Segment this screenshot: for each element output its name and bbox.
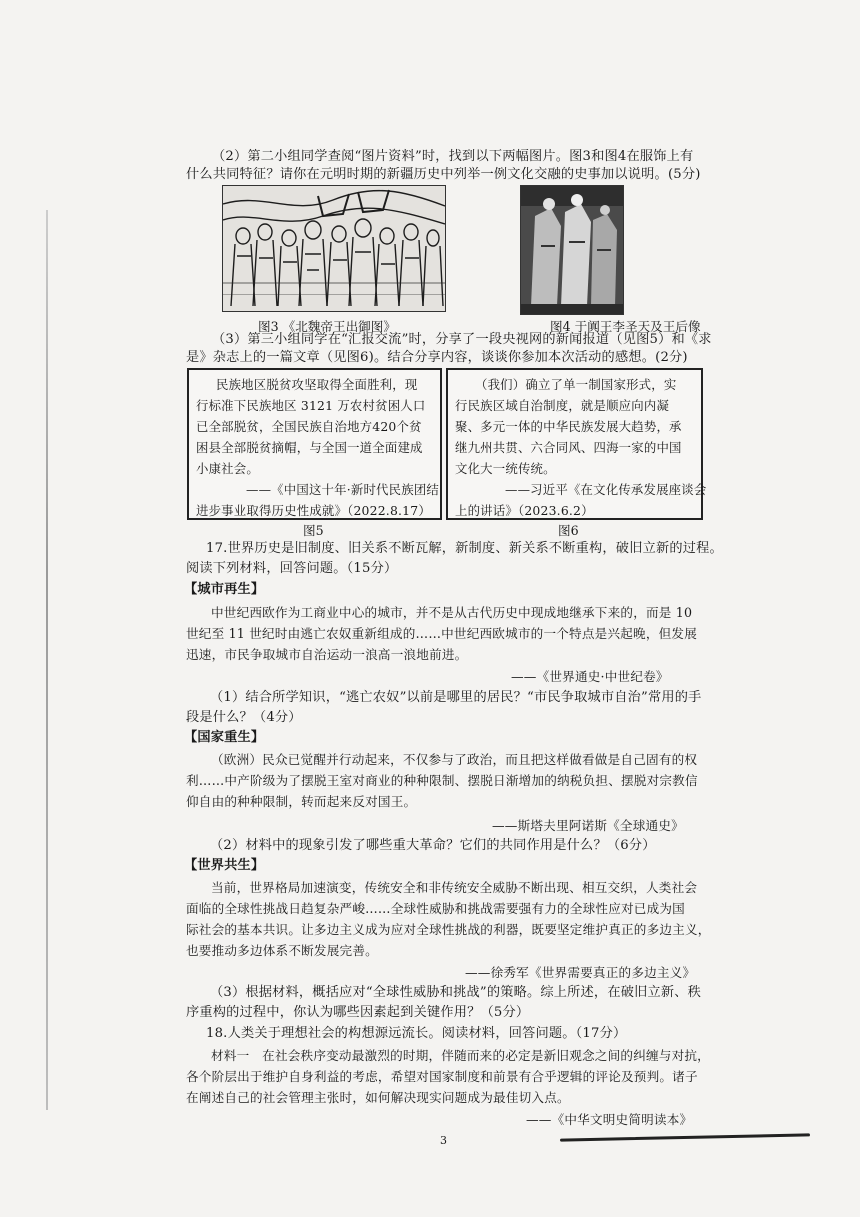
box6-line: 继九州共贯、六合同风、四海一家的中国 xyxy=(455,440,682,455)
scan-ink-stroke xyxy=(560,1133,810,1141)
q17-material2-line: 仰自由的种种限制，转而起来反对国王。 xyxy=(186,794,417,809)
relief-drawing-icon xyxy=(223,186,445,311)
q17-section-title: 【城市再生】 xyxy=(184,582,265,597)
box5-line: 民族地区脱贫攻坚取得全面胜利，现 xyxy=(216,377,418,392)
figure-4-king-queen-mural xyxy=(520,185,624,315)
q17-section-title: 【国家重生】 xyxy=(184,730,265,745)
q17-intro-line1: 17.世界历史是旧制度、旧关系不断瓦解，新制度、新关系不断重构，破旧立新的过程。 xyxy=(206,541,723,556)
box6-line: 聚、多元一体的中华民族发展大趋势，承 xyxy=(455,419,682,434)
material-box-fig6 xyxy=(446,368,707,520)
q17-material2-line: （欧洲）民众已觉醒并行动起来，不仅参与了政治，而且把这样做看做是自己固有的权 xyxy=(211,752,698,767)
figure-4-caption: 图4 于阗王李圣天及王后像 xyxy=(550,319,701,334)
box5-source: ——《中国这十年·新时代民族团结 xyxy=(246,482,439,497)
q17-material2-source: ——斯塔夫里阿诺斯《全球通史》 xyxy=(492,818,684,833)
q16-3-line1: （3）第三小组同学在“汇报交流”时，分享了一段央视网的新闻报道（见图5）和《求 xyxy=(212,332,712,347)
q16-2-line2: 什么共同特征？请你在元明时期的新疆历史中列举一例文化交融的史事加以说明。(5分) xyxy=(186,167,701,182)
q17-q1-line1: （1）结合所学知识，“逃亡农奴”以前是哪里的居民？“市民争取城市自治”常用的手 xyxy=(210,690,702,705)
box5-line: 困县全部脱贫摘帽，与全国一道全面建成 xyxy=(196,440,423,455)
figure-3-caption: 图3 《北魏帝王出御图》 xyxy=(258,319,396,334)
material-box-fig5 xyxy=(187,368,442,520)
q18-material1-line: 材料一 在社会秩序变动最激烈的时期，伴随而来的必定是新旧观念之间的纠缠与对抗， xyxy=(211,1048,710,1063)
q17-material1-line: 世纪至 11 世纪时由逃亡农奴重新组成的……中世纪西欧城市的一个特点是兴起晚，但发展 xyxy=(186,626,697,641)
q17-material2-line: 利……中产阶级为了摆脱王室对商业的种种限制、摆脱日渐增加的纳税负担、摆脱对宗教信 xyxy=(186,773,698,788)
box5-line: 行标准下民族地区 3121 万农村贫困人口 xyxy=(196,398,426,413)
q17-material3-source: ——徐秀军《世界需要真正的多边主义》 xyxy=(465,965,696,980)
q17-q3-line2: 序重构的过程中，你认为哪些因素起到关键作用？（5分） xyxy=(186,1005,530,1020)
q17-material1-line: 中世纪西欧作为工商业中心的城市，并不是从古代历史中现成地继承下来的，而是 10 xyxy=(211,605,693,620)
q18-intro: 18.人类关于理想社会的构想源远流长。阅读材料，回答问题。（17分） xyxy=(206,1026,627,1041)
q17-q3-line1: （3）根据材料，概括应对“全球性威胁和挑战”的策略。综上所述，在破旧立新、秩 xyxy=(210,985,702,1000)
box6-source: ——习近平《在文化传承发展座谈会 xyxy=(505,482,707,497)
box5-line: 已全部脱贫，全国民族自治地方420个贫 xyxy=(196,419,422,434)
box6-line: 行民族区域自治制度，就是顺应向内凝 xyxy=(455,398,670,413)
box6-source: 上的讲话》（2023.6.2） xyxy=(455,503,594,518)
page-number: 3 xyxy=(440,1134,447,1147)
q16-2-line1: （2）第二小组同学查阅“图片资料”时，找到以下两幅图片。图3和图4在服饰上有 xyxy=(212,149,694,164)
q16-3-line2: 是》杂志上的一篇文章（见图6)。结合分享内容，谈谈你参加本次活动的感想。(2分) xyxy=(186,350,688,365)
mural-photo-icon xyxy=(521,186,623,314)
figure-5-caption: 图5 xyxy=(303,523,324,538)
q18-material1-line: 在阐述自己的社会管理主张时，如何解决现实问题成为最佳切入点。 xyxy=(186,1090,570,1105)
box6-line: （我们）确立了单一制国家形式，实 xyxy=(475,377,677,392)
q17-q2: （2）材料中的现象引发了哪些重大革命？它们的共同作用是什么？（6分） xyxy=(210,838,656,853)
q17-section-title: 【世界共生】 xyxy=(184,858,265,873)
q17-material3-line: 际社会的基本共识。让多边主义成为应对全球性挑战的利器，既要坚定维护真正的多边主义， xyxy=(186,922,711,937)
q18-material1-line: 各个阶层出于维护自身利益的考虑，希望对国家制度和前景有合乎逻辑的评论及预判。诸子 xyxy=(186,1069,698,1084)
q17-material1-line: 迅速，市民争取城市自治运动一浪高一浪地前进。 xyxy=(186,647,468,662)
q17-material1-source: ——《世界通史·中世纪卷》 xyxy=(511,669,669,684)
q17-q1-line2: 段是什么？（4分） xyxy=(186,710,302,725)
q17-material3-line: 当前，世界格局加速演变，传统安全和非传统安全威胁不断出现、相互交织，人类社会 xyxy=(211,880,698,895)
q18-material1-source: ——《中华文明史简明读本》 xyxy=(526,1112,693,1127)
scan-shadow-edge xyxy=(46,210,48,1110)
box5-line: 小康社会。 xyxy=(196,461,259,476)
box6-line: 文化大一统传统。 xyxy=(455,461,556,476)
q17-intro-line2: 阅读下列材料，回答问题。（15分） xyxy=(186,561,398,576)
box5-source: 进步事业取得历史性成就》（2022.8.17） xyxy=(196,503,431,518)
figure-6-caption: 图6 xyxy=(558,523,579,538)
figure-3-procession-relief xyxy=(222,185,446,312)
q17-material3-line: 面临的全球性挑战日趋复杂严峻……全球性威胁和挑战需要强有力的全球性应对已成为国 xyxy=(186,901,685,916)
q17-material3-line: 也要推动多边体系不断发展完善。 xyxy=(186,943,378,958)
